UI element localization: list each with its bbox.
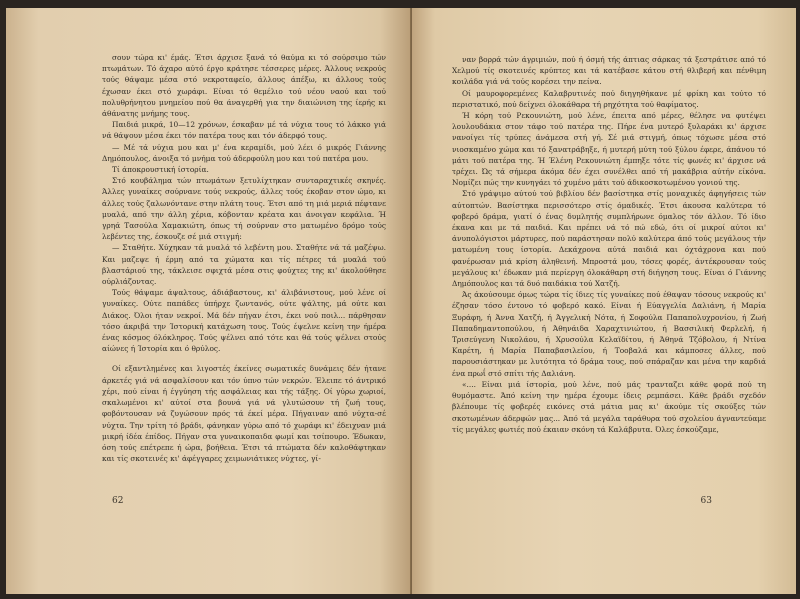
- left-page: [6, 8, 412, 594]
- left-paragraph-3: — Μέ τά νύχια μου και μ' ένα κεραμίδι, μού λέει ό μικρός Γιάννης Δημόπουλος, άνοιξα τό μνήμα τού άδερφούλη μου και τού πατέρα μου.: [102, 142, 386, 163]
- right-paragraph-3: Ή κόρη τού Ρεκουνιώτη, μού λένε, έπειτα από μέρες, θέλησε να φυτέψει λουλουδάκια στον τάφο τού πατέρα της. Πήρε ένα μυτερό ξυλαράκι κι' άρχισε νανοίγει τίς τρύπες άνάμεσα στή γή. Σέ μιά στιγμή, όπως τόχωσε μέσα στό νιοσκαμένο χώμα και τό ξανατράβηξε, ή μυτερή μύτη τού ξύλου έφερε, άπάνου τό μάτι τού πατέρα της. Ή Έλένη Ρεκουνιώτη έμπηξε τότε τίς φωνές κι' άρχισε νά τρέχει. Ώς τά σήμερα άκόμα δέν έχει συνέλθει από τή μακάβρια αύτήν είκόνα. Νομίζει πώς την κυνηγάει τό χυμένο μάτι τού άδικοσκοτωμένου γονιού της.: [452, 111, 766, 188]
- left-paragraph-6: — Σταθήτε. Χύχηκαν τά μυαλά τό λεβέντη μου. Σταθήτε νά τά μαζέψω. Και μαζεψε ή έρμη από τα χώματα και τίς πέτρες τά μυαλά τού βλαστάριού της, τάκλεισε σφιχτά μέσα στις φούχτες της κι' άκολούθησε ούρλιάζοντας.: [102, 243, 386, 287]
- left-paragraph-1: σουν τώρα κι' έμάς. Έτσι άρχισε ξανά τό θαύμα κι τό σούρσιμο τών πτωμάτων. Τό άχαρο αύτό έργο κράτησε τέσσερες μέρες. Άλλους νεκρούς τούς θάψαμε μέσα στό νεκροταφείο, άλλους άπέξω, κι άλλους τούς έχωσαν έκει στό χωράφι. Είναι τό θεμέλιο τού νέου ναού και τού πολυθρήνητου μνημείου πού θα άναγερθή για την διαιώνιση της ίερής κι άθάνατης μνήμης τους.: [102, 53, 386, 119]
- left-paragraph-8: Οί εξαντλημένες και λιγοστές έκείνες σωματικές δυνάμεις δέν ήτανε άρκετές γιά νά ασφαλίσουν και τόν ύπνο τών νεκρών. Έλειπε τό άντρικό χέρι, πού είναι ή έγγύηση τής ασφάλειας και τής τάξης. Οί γύρω χωριοί, σκαλωμένοι κι' αύτοί στα βουνά γιά νά γλυτώσουν τή ζωή τους, φοβόντουσαν νά ζυγώσουν πρός τά έκεί μέρα. Πήγαιναν από νύχτα-σέ νύχτα. Την τρίτη τό βράδι, φάνηκαν γύρω από τό χωράφι κι' έδειχναν μιά μικρή ίδέα έπίδος. Πήγαν στα γυναικοπαιδα φωμί και τσίπουρο. Έδωκαν, όση τούς επέτρεπε ή ώρα, βοήθεια. Έτσι τά πτώματα δέν καλοθάφτηκαν και τίς σκοτεινές κι' άφέγγαρες χειμωνιάτικες νύχτες, γί-: [102, 364, 386, 464]
- page-number-left: 62: [112, 496, 124, 506]
- right-paragraph-4: Στό γράψιμο αύτού τού βιβλίου δέν βασίστηκα στίς μοναχικές άφηγήσεις τών αύτοπτών. Βασίστηκα περισσότερο στίς όμαδικές. Έτσι άκουσα καλύτερα τό φοβερό δράμα, γιατί ό ένας δυμλητής συμπλήρωνε όμαλος τόν άλλον. Τό ίδιο έκανα και με τά παιδιά. Και πρέπει νά τό πώ εδώ, ότι οί μικροί αύτοι κι' άνυπολόγιστοι μάρτυρες, πού παράστησαν πολύ καλύτερα άπό τούς μεγάλους τήν ματωμένη τους ίστορία. Δεκάχρονα αύτά παιδιά και όχτάχρονα και πού φανέρωσαν μιά κρίση άληθεινή. Μπροστά μου, τόσες φορές, άντέκρουσαν τούς μεγάλους κι' έδωκαν μιά περίεργη όλοκάθαρη στή διήγηση τους. Είναι ό Γιάννης Δημόπουλος και τά δυό παιδάκια τού Χατζή.: [452, 189, 766, 289]
- left-paragraph-7: Τούς θάψαμε άψαλτους, άδιάβαστους, κι' άλιβάνιστους, μού λένε οί γυναίκες. Ούτε παπάδες ύπήρχε ζωντανός, ούτε ψάλτης, μά ούτε και Διάκος. Όλοι ήταν νεκροί. Μά δέν πήγαν έτσι, έκει νού ποιλ... πάρθησαν τόσο άκριβά την Ίστορική κατάχωση τους. Τούς έψελνε κείνη την ήμέρα ένας κόσμος όλόκληρος. Τούς ψέλνει από τότε και θά τούς ψέλνει στούς αίώνες ή Ίστορία και ό θρύλος.: [102, 288, 386, 354]
- right-paragraph-5: Άς άκούσουμε όμως τώρα τίς ίδιες τίς γυναίκες πού έθαψαν τόσους νεκρούς κι' έζησαν τόσο έντονο τό φοβερό κακό. Είναι ή Εύαγγελία Δαλιάνη, ή Μαρία Ξυράφη, ή Άννα Χατζή, ή Άγγελική Νότα, ή Σοφούλα Παπαπολυχρονίου, ή Ζωή Παπαδημαντοπούλου, ή Άθηνάιδα Χαραχτινιώτου, ή Βασσιλική Φερλελή, ή Τρισεύγενη Νικολάου, ή Χρυσούλα Κελαϊδίτου, ή Άθηνά Τζόβολου, ή Ντίνα Καρέτη, ή Μαρία Παπαβασιλείου, ή Τοοβαλά και κάμποσες άλλες, πού παρουσιάστηκαν με λυτότητα τό δράμα τους, πού σπάραζαν και μένα την καρδιά ένα πρωΐ στό σπίτι τής Δαλιάνη.: [452, 290, 766, 378]
- right-paragraph-2: Οί μαυροφορεμένες Καλαβρυτινές πού διηγηθήκανε μέ φρίκη και τούτο τό περιστατικό, πού δείχνει όλοκάθαρα τή ρηχότητα τού θαφίματος.: [452, 88, 766, 109]
- right-paragraph-6: «.... Είναι μιά ίστορία, μού λένε, πού μάς τρανταζει κάθε φορά πού τη θυμόμαστε. Άπό κείνη την ημέρα έχουμε ίδεις ρεμπάσει. Κάθε βράδι σχεδόν βλέπουμε τίς φοβερές εικόνες στά μάτια μας κι' άκούμε τίς σκούξες τών σκοτωμένων άδερφών μας... Άπό τά μεγάλα ταράθυρα τού σχολείου άγναντεύαμε τίς μεγάλες φωτιές πού έκαιαν σκόνη τά Καλάβρυτα. Όλες έσκούζαμε,: [452, 379, 766, 434]
- left-paragraph-5: Στό κουβάλημα τών πτωμάτων ξετυλίχτηκαν συνταραχτικές σκηνές. Άλλες γυναίκες σούρνανε τούς νεκρούς, άλλες τούς έκοβαν στον ώμο, κι άλλες τούς ζαλωνόντανε στην πλάτη τους. Έτσι από τη μιά μεριά πέφτανε μυαλά, από την άλλη χέρια, κόβονταν κρέατα και άνοιγαν κεφάλια. Ή γρηά Τασούλα Χαμακιώτη, όπως τή σούρναν στο ματωμένο δρόμο τούς λεβέντες της, έσκουζε σέ μιά στιγμή:: [102, 176, 386, 242]
- left-paragraph-2: Παιδιά μικρά, 10—12 χρόνων, έσκαβαν μέ τά νύχια τους τό λάκκο γιά νά θάψουν μέσα έκει τόν πατέρα τους και τόν άδερφό τους.: [102, 120, 386, 141]
- book-spread: [6, 8, 796, 594]
- right-paragraph-1: ναν βορρά τών άγριμιών, πού ή όσμή τής άπτιας σάρκας τά ξεστράτισε από τό Χελμού τίς σκοτεινές κρύπτες και τά κατέβασε κάτου στή θλιβερή και πένθιμη κοιλάδα γιά νά τούς κορέσει την πείνα.: [452, 55, 766, 87]
- page-number-right: 63: [700, 496, 712, 506]
- left-paragraph-4: Τί άποκρουστική ίστορία.: [112, 165, 209, 175]
- right-page: [412, 8, 796, 594]
